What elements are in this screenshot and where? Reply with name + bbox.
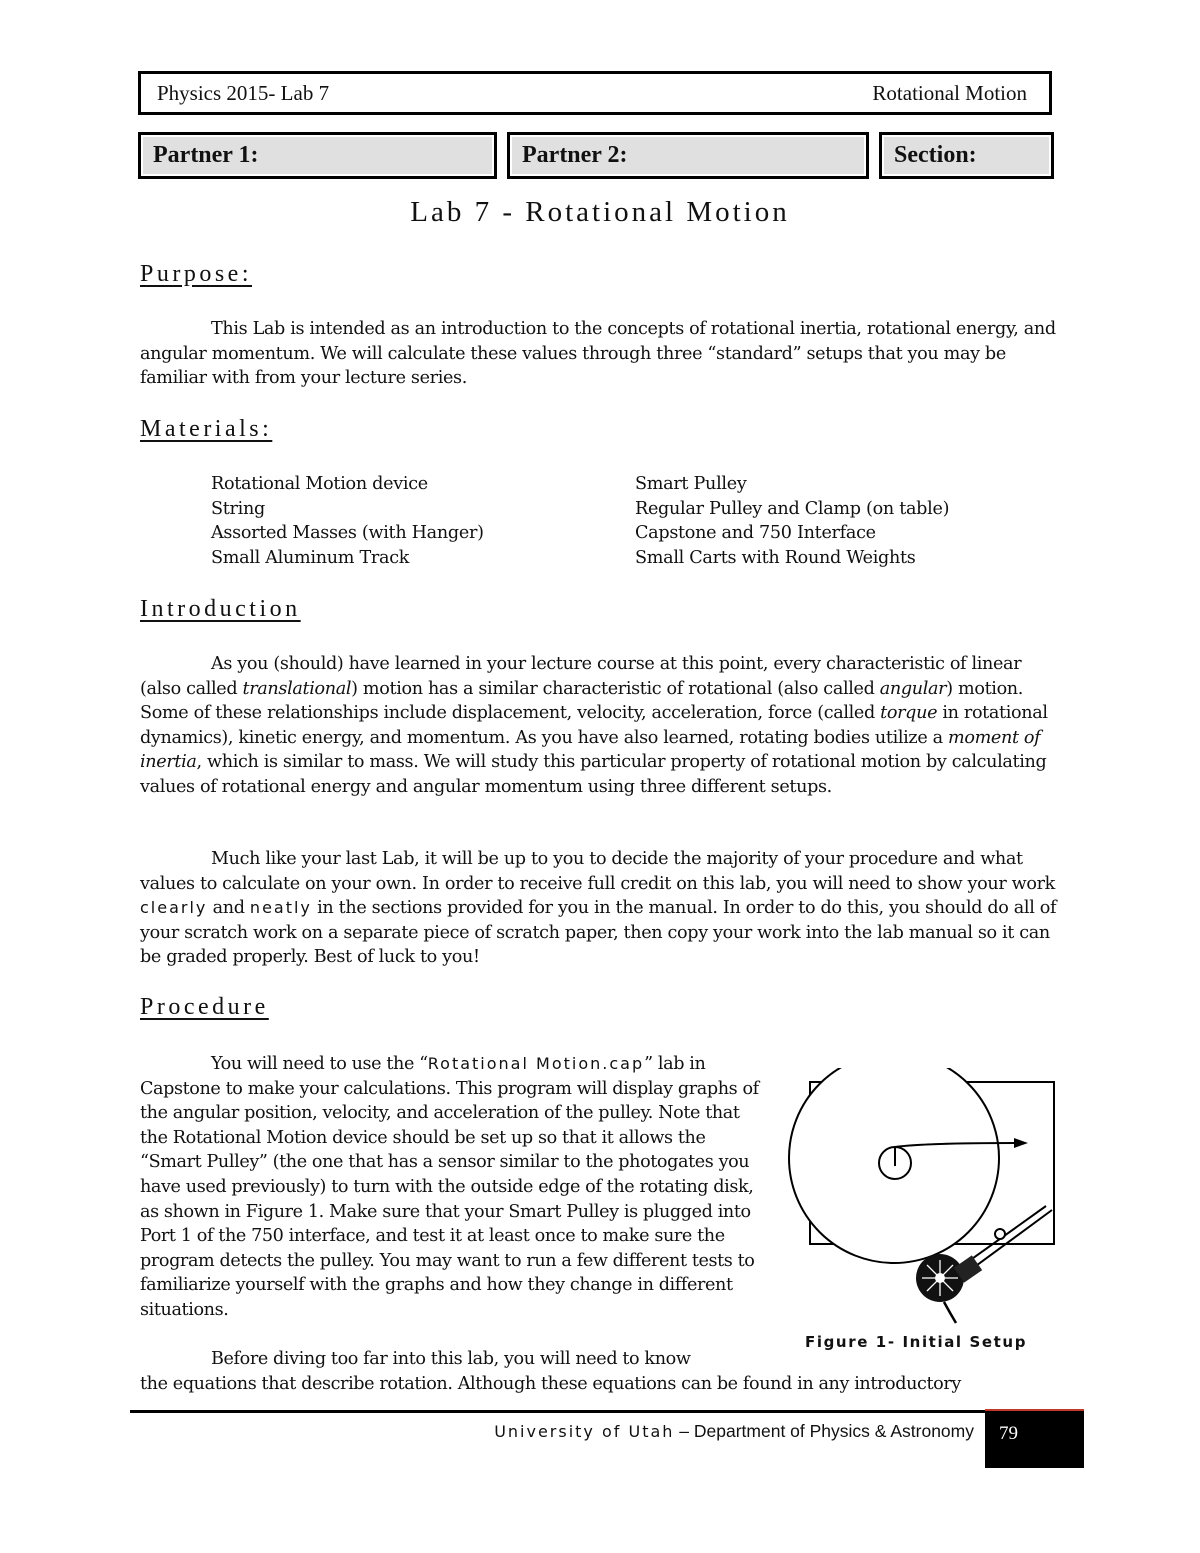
introduction-paragraph-2: Much like your last Lab, it will be up to you to decide the majority of your procedure and what values to calculate on your own. In order to receive full credit on this lab, you will need to show your work clearly and neatly in the sections provided for you in the manual. In order to do this, you should do all of your scratch work on a separate piece of scratch paper, then copy your work into the lab manual so it can be graded properly. Best of luck to you! bbox=[140, 849, 1057, 968]
partner-2-field[interactable]: Partner 2: bbox=[507, 132, 869, 179]
partner-row bbox=[138, 132, 1054, 180]
capstone-file-name: Rotational Motion.cap bbox=[427, 1054, 645, 1073]
procedure-paragraph-2: Before diving too far into this lab, you will need to know the equations that describe rotation. Although these equations can be found in any introductory bbox=[140, 1349, 961, 1394]
figure-caption: Figure 1- Initial Setup bbox=[805, 1333, 1028, 1351]
material-item: Small Aluminum Track bbox=[211, 547, 410, 568]
header-course: Physics 2015- Lab 7 bbox=[157, 80, 330, 105]
materials-list-left bbox=[211, 472, 484, 570]
purpose-text: This Lab is intended as an introduction to the concepts of rotational inertia, rotational energy, and angular momentum. We will calculate these values through three “standard” setups that you may be familiar with from your lecture series. bbox=[140, 319, 1056, 389]
material-item: Regular Pulley and Clamp (on table) bbox=[635, 498, 950, 519]
sensor-cable bbox=[944, 1302, 956, 1323]
partner-1-field[interactable]: Partner 1: bbox=[138, 132, 497, 179]
material-item: Smart Pulley bbox=[635, 474, 747, 494]
material-item: String bbox=[211, 498, 265, 519]
page-number: 79 bbox=[985, 1413, 1084, 1468]
arrow-head bbox=[1014, 1138, 1028, 1148]
materials-list-right bbox=[635, 472, 949, 570]
initial-setup-figure bbox=[784, 1068, 1060, 1324]
emphasis-clearly: clearly bbox=[140, 898, 208, 918]
section-field[interactable]: Section: bbox=[879, 132, 1054, 179]
page-title: Lab 7 - Rotational Motion bbox=[410, 196, 790, 228]
footer-accent bbox=[985, 1409, 1084, 1411]
material-item: Assorted Masses (with Hanger) bbox=[211, 523, 484, 544]
introduction-heading: Introduction bbox=[140, 596, 301, 622]
header-box bbox=[138, 71, 1052, 115]
introduction-paragraph-1: As you (should) have learned in your lecture course at this point, every characteristic of linear (also called translational) motion has a similar characteristic of rotational (also called angular) motion. Some of these relationships include displacement, velocity, acceleration, force (called torque in rotational dynamics), kinetic energy, and momentum. As you have also learned, rotating bodies utilize a moment of inertia, which is similar to mass. We will study this particular property of rotational motion by calculating values of rotational energy and angular momentum using three different setups. bbox=[140, 654, 1048, 797]
emphasis-neatly: neatly bbox=[249, 898, 312, 918]
materials-heading: Materials: bbox=[140, 416, 273, 442]
material-item: Rotational Motion device bbox=[211, 474, 428, 494]
footer-institution: University of Utah – Department of Physics & Astronomy bbox=[494, 1421, 974, 1441]
header-topic: Rotational Motion bbox=[872, 80, 1027, 105]
material-item: Small Carts with Round Weights bbox=[635, 547, 916, 568]
material-item: Capstone and 750 Interface bbox=[635, 523, 876, 544]
procedure-heading: Procedure bbox=[140, 994, 269, 1020]
procedure-paragraph-1: You will need to use the “Rotational Motion.cap” lab in Capstone to make your calculations. This program will display graphs of the angular position, velocity, and acceleration of the pulley. Note that the Rotational Motion device should be set up so that it allows the “Smart Pulley” (the one that has a sensor similar to the photogates you have used previously) to turn with the outside edge of the rotating disk, as shown in Figure 1. Make sure that your Smart Pulley is plugged into Port 1 of the 750 interface, and test it at least once to make sure the program detects the pulley. You may want to run a few different tests to familiarize yourself with the graphs and how they change in different situations. bbox=[140, 1054, 759, 1320]
footer-rule bbox=[130, 1410, 1084, 1413]
purpose-heading: Purpose: bbox=[140, 261, 252, 287]
